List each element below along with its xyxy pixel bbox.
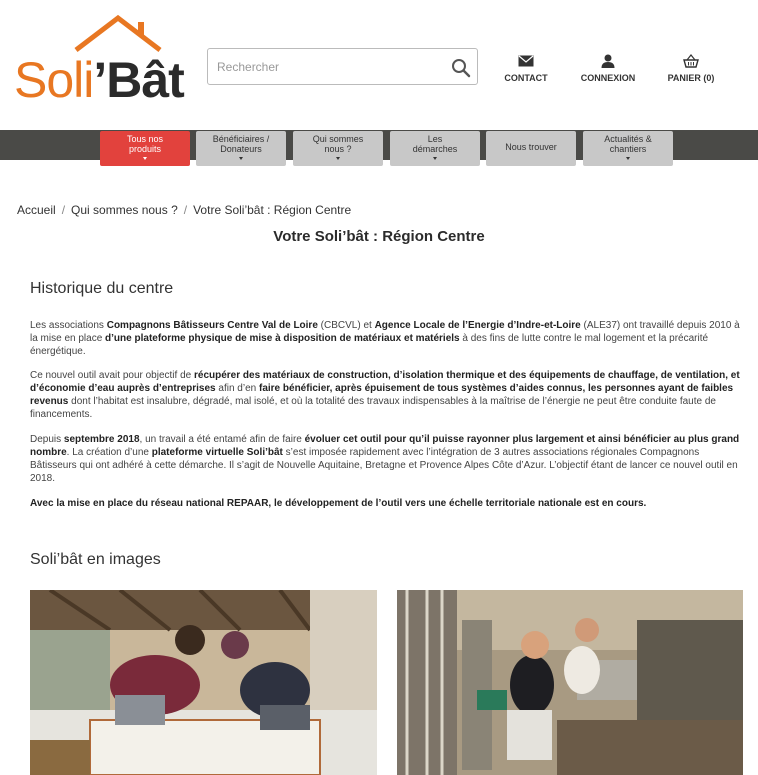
nav-actualites-chantiers[interactable] bbox=[583, 131, 673, 166]
caret-down-icon bbox=[143, 157, 147, 160]
nav-label-line2: nous ? bbox=[324, 143, 352, 154]
nav-label-line1: Les bbox=[427, 133, 443, 144]
nav-label-line1: Bénéficiaires / bbox=[212, 133, 270, 144]
page-title: Votre Soli’bât : Région Centre bbox=[273, 228, 485, 245]
nav-qui-sommes-nous[interactable] bbox=[293, 131, 383, 166]
history-paragraph-4: Avec la mise en place du réseau national REPAAR, le développement de l’outil vers une échelle territoriale nationale est en cours. bbox=[30, 498, 647, 509]
nav-les-demarches[interactable] bbox=[390, 131, 480, 166]
history-paragraph-3: Depuis septembre 2018, un travail a été entamé afin de faire évoluer cet outil pour qu’il puisse rayonner plus largement et ainsi bénéficier au plus grand nombre. La création d’une plateforme virtuelle Soli’bât s’est imposée rapidement avec l’intégration de 3 autres associations régionales Compagnons Bâtisseurs qui ont adhéré à cette démarche. Il s’agit de Nouvelle Aquitaine, Bretagne et Provence Alpes Côte d’Azur. L’objectif étant de lancer ce nouvel outil en 2018. bbox=[30, 434, 740, 484]
history-paragraph-2: Ce nouvel outil avait pour objectif de récupérer des matériaux de construction, d’isolation thermique et des équipements de chauffage, de ventilation, et d’économie d’eau auprès d’entreprises afin d’en faire bénéficier, après épuisement de tous systèmes d’aides connus, les personnes ayant de faibles revenus dont l’habitat est insalubre, dégradé, mal isolé, et où la totalité des travaux indispensables à la maîtrise de l’énergie ne peut être conduite faute de financements. bbox=[30, 370, 740, 420]
nav-beneficiaires-donateurs[interactable] bbox=[196, 131, 286, 166]
logo-wordmark: Soli’Bât bbox=[14, 52, 184, 108]
search-box bbox=[207, 48, 478, 85]
gallery-photo-1[interactable] bbox=[30, 590, 377, 775]
nav-label-line1: Actualités & bbox=[604, 133, 652, 144]
nav-label-line1: Nous trouver bbox=[505, 141, 557, 152]
history-paragraph-1: Les associations Compagnons Bâtisseurs Centre Val de Loire (CBCVL) et Agence Locale de l’Energie d’Indre-et-Loire (ALE37) ont travaillé depuis 2010 à la mise en place d’une plateforme physique de mise à disposition de matériaux et matériels à des fins de lutte contre le mal logement et la précarité énergétique. bbox=[30, 320, 740, 357]
nav-label-line1: Tous nos bbox=[126, 133, 164, 144]
nav-tous-nos-produits[interactable] bbox=[100, 131, 190, 166]
connexion-label: CONNEXION bbox=[580, 73, 636, 83]
contact-label: CONTACT bbox=[504, 73, 548, 83]
search-input[interactable] bbox=[208, 49, 448, 84]
nav-label-line1: Qui sommes bbox=[312, 133, 364, 144]
site-logo[interactable] bbox=[14, 14, 190, 108]
nav-nous-trouver[interactable] bbox=[486, 131, 576, 166]
breadcrumb-qui-sommes-nous[interactable]: Qui sommes nous ? bbox=[71, 203, 178, 217]
breadcrumb-accueil[interactable]: Accueil bbox=[17, 203, 56, 217]
caret-down-icon bbox=[336, 157, 340, 160]
contact-link[interactable] bbox=[503, 54, 549, 83]
connexion-link[interactable] bbox=[580, 54, 636, 83]
history-title: Historique du centre bbox=[30, 280, 174, 297]
photo-workers-floor bbox=[30, 590, 377, 775]
caret-down-icon bbox=[433, 157, 437, 160]
envelope-icon bbox=[518, 54, 534, 68]
nav-label-line2: Donateurs bbox=[220, 143, 262, 154]
breadcrumb: Accueil / Qui sommes nous ? / Votre Soli’bât : Région Centre bbox=[17, 203, 352, 217]
photo-workshop-saw bbox=[397, 590, 743, 775]
nav-label-line2: chantiers bbox=[609, 143, 647, 154]
caret-down-icon bbox=[626, 157, 630, 160]
basket-icon bbox=[683, 54, 699, 68]
user-icon bbox=[600, 54, 616, 68]
search-icon[interactable] bbox=[451, 58, 471, 78]
cart-link[interactable] bbox=[665, 54, 717, 83]
nav-label-line2: démarches bbox=[412, 143, 458, 154]
gallery-photo-2[interactable] bbox=[397, 590, 743, 775]
site-header bbox=[0, 0, 758, 130]
caret-down-icon bbox=[239, 157, 243, 160]
breadcrumb-current: Votre Soli’bât : Région Centre bbox=[193, 203, 352, 217]
nav-label-line2: produits bbox=[128, 143, 162, 154]
cart-label: PANIER (0) bbox=[667, 73, 715, 83]
gallery-title: Soli’bât en images bbox=[30, 551, 161, 568]
